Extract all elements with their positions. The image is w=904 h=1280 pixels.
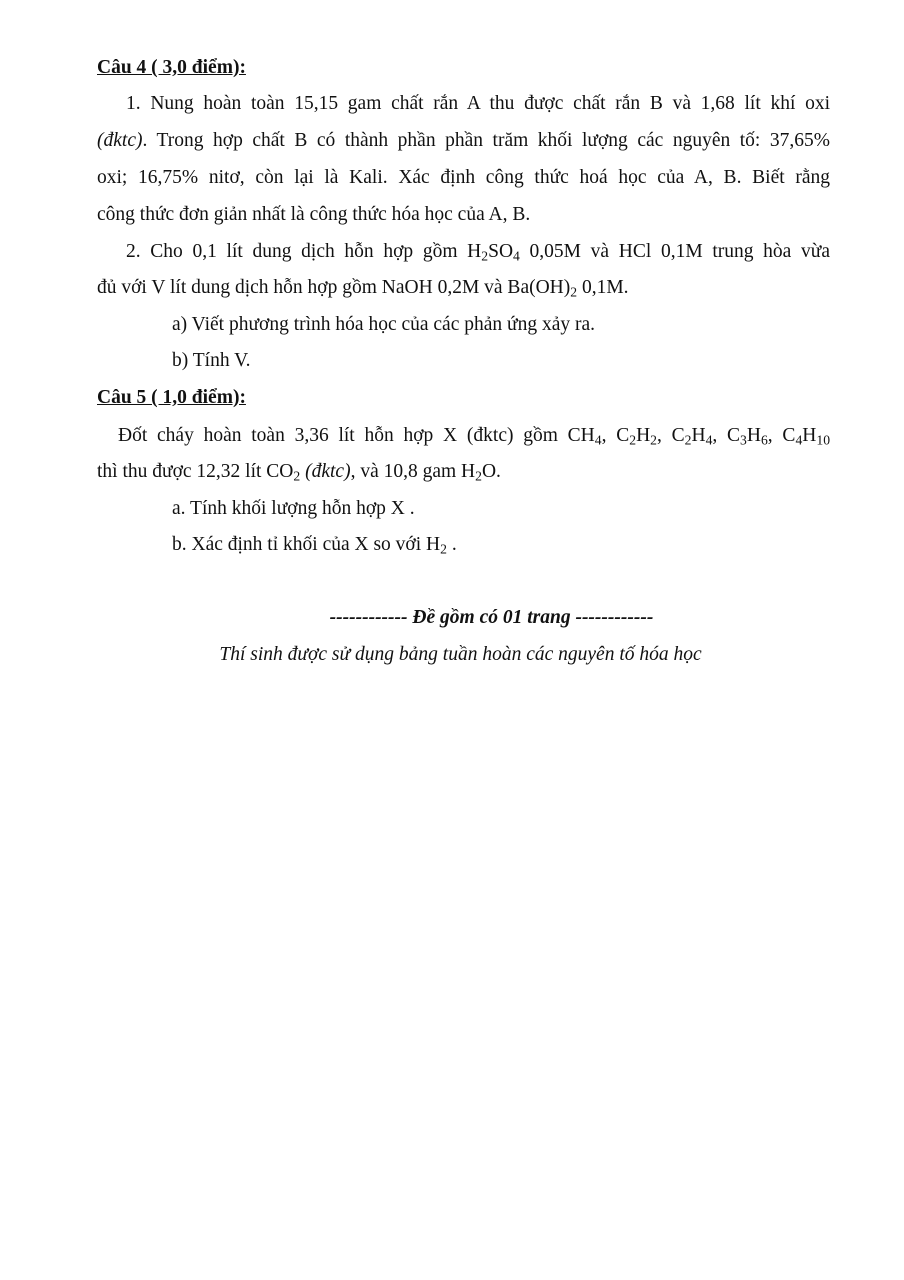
subscript: 6 (760, 432, 768, 448)
cau4-p2-item-a: a) Viết phương trình hóa học của các phản ứng xảy ra. (172, 314, 596, 335)
cau4-p1-line3: oxi; 16,75% nitơ, còn lại là Kali. Xác định công thức hoá học của A, B. Biết rằng (97, 167, 830, 188)
subscript: 4 (513, 248, 520, 264)
cau4-heading: Câu 4 ( 3,0 điểm): (97, 57, 246, 78)
cau5-line1 (118, 423, 830, 449)
subscript: 4 (795, 432, 803, 448)
text-part: 0,05M và HCl 0,1M trung hòa vừa (519, 241, 830, 262)
text-part: b. Xác định tỉ khối của X so với H (172, 534, 441, 555)
cau4-p1-line2 (97, 128, 830, 154)
text-part: 2. Cho 0,1 lít dung dịch hỗn hợp gồm H (126, 241, 482, 262)
dktc-note: (đktc) (300, 461, 351, 482)
cau4-p1-line1: 1. Nung hoàn toàn 15,15 gam chất rắn A thu được chất rắn B và 1,68 lít khí oxi (126, 93, 830, 114)
footer-page-count: ------------ Đề gồm có 01 trang ------------ (329, 607, 654, 628)
subscript: 2 (684, 432, 692, 448)
text-part: H (636, 425, 651, 446)
subscript: 2 (629, 432, 637, 448)
subscript: 2 (475, 468, 482, 484)
text-part: , C (712, 425, 741, 446)
footer-note: Thí sinh được sử dụng bảng tuần hoàn các nguyên tố hóa học (219, 644, 702, 665)
text-part: , và 10,8 gam H (350, 461, 476, 482)
subscript: 4 (705, 432, 713, 448)
subscript: 2 (440, 541, 447, 557)
text-part: đủ với V lít dung dịch hỗn hợp gồm NaOH 0,2M và Ba(OH) (97, 277, 571, 298)
dktc-note: (đktc) (97, 130, 143, 151)
text-part: , C (767, 425, 796, 446)
text-part: 0,1M. (577, 277, 629, 298)
subscript: 4 (594, 432, 602, 448)
text-part: . (446, 534, 457, 555)
cau4-p2-line1 (126, 239, 830, 265)
cau4-p1-line4: công thức đơn giản nhất là công thức hóa học của A, B. (97, 204, 531, 225)
subscript: 10 (816, 432, 831, 448)
text-part: , C (601, 425, 630, 446)
cau4-p2-line2 (97, 275, 830, 301)
text-part: SO (488, 241, 514, 262)
text-part: H (691, 425, 706, 446)
subscript: 2 (293, 468, 301, 484)
subscript: 3 (740, 432, 747, 448)
cau5-item-b (172, 532, 457, 558)
text-part: O. (481, 461, 501, 482)
cau5-line2 (97, 459, 830, 485)
cau5-item-a: a. Tính khối lượng hỗn hợp X . (172, 498, 415, 519)
cau4-p2-item-b: b) Tính V. (172, 350, 251, 371)
cau4-p1-line2-text: . Trong hợp chất B có thành phần phần trăm khối lượng các nguyên tố: 37,65% (142, 130, 830, 151)
text-part: thì thu được 12,32 lít CO (97, 461, 294, 482)
subscript: 2 (570, 284, 578, 300)
subscript: 2 (481, 248, 489, 264)
text-part: H (746, 425, 761, 446)
text-part: , C (656, 425, 685, 446)
subscript: 2 (650, 432, 657, 448)
cau5-heading: Câu 5 ( 1,0 điểm): (97, 387, 246, 408)
text-part: H (802, 425, 817, 446)
text-part: Đốt cháy hoàn toàn 3,36 lít hỗn hợp X (đktc) gồm CH (118, 425, 595, 446)
